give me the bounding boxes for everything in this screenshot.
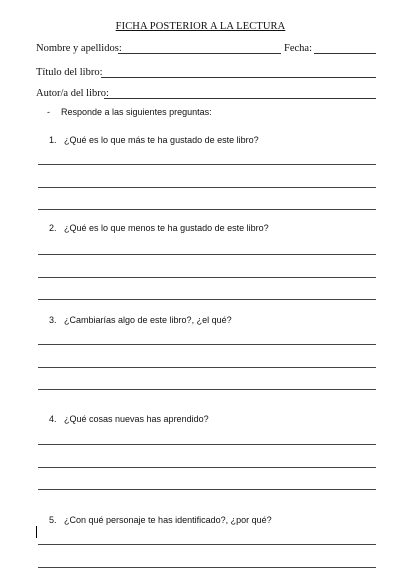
page-title: FICHA POSTERIOR A LA LECTURA bbox=[115, 21, 286, 32]
question-4-number: 4. bbox=[49, 414, 57, 424]
instruction-bullet: - bbox=[47, 107, 50, 117]
question-3-answer-line-2[interactable] bbox=[38, 367, 376, 368]
question-5 bbox=[49, 515, 272, 525]
author-field-row bbox=[36, 88, 109, 99]
name-field-row bbox=[36, 43, 122, 54]
question-1-answer-line-2[interactable] bbox=[38, 187, 376, 188]
question-2 bbox=[49, 223, 269, 233]
instruction bbox=[47, 107, 212, 117]
question-2-number: 2. bbox=[49, 223, 57, 233]
author-label: Autor/a del libro: bbox=[36, 88, 109, 99]
question-5-answer-line-1[interactable] bbox=[38, 544, 376, 545]
question-5-text: ¿Con qué personaje te has identificado?, ¿por qué? bbox=[64, 515, 272, 525]
question-1 bbox=[49, 135, 259, 145]
question-2-answer-line-3[interactable] bbox=[38, 299, 376, 300]
instruction-text: Responde a las siguientes preguntas: bbox=[61, 107, 212, 117]
question-5-number: 5. bbox=[49, 515, 57, 525]
question-3-number: 3. bbox=[49, 315, 57, 325]
question-1-number: 1. bbox=[49, 135, 57, 145]
question-2-answer-line-2[interactable] bbox=[38, 277, 376, 278]
question-4-answer-line-3[interactable] bbox=[38, 489, 376, 490]
question-3 bbox=[49, 315, 232, 325]
book-title-label: Título del libro: bbox=[36, 67, 103, 78]
question-5-answer-line-2[interactable] bbox=[38, 567, 376, 568]
name-answer-line[interactable] bbox=[118, 53, 281, 54]
date-label: Fecha: bbox=[284, 43, 312, 54]
book-title-field-row bbox=[36, 67, 103, 78]
text-cursor bbox=[36, 526, 37, 538]
book-title-answer-line[interactable] bbox=[101, 77, 376, 78]
question-4-answer-line-2[interactable] bbox=[38, 467, 376, 468]
question-2-answer-line-1[interactable] bbox=[38, 254, 376, 255]
date-answer-line[interactable] bbox=[314, 53, 376, 54]
question-1-answer-line-3[interactable] bbox=[38, 209, 376, 210]
date-field-row bbox=[284, 43, 312, 54]
question-3-text: ¿Cambiarías algo de este libro?, ¿el qué? bbox=[64, 315, 232, 325]
question-4-answer-line-1[interactable] bbox=[38, 444, 376, 445]
author-answer-line[interactable] bbox=[104, 98, 376, 99]
question-1-answer-line-1[interactable] bbox=[38, 164, 376, 165]
question-4 bbox=[49, 414, 209, 424]
question-2-text: ¿Qué es lo que menos te ha gustado de este libro? bbox=[64, 223, 269, 233]
name-label: Nombre y apellidos: bbox=[36, 43, 122, 54]
question-3-answer-line-3[interactable] bbox=[38, 389, 376, 390]
question-4-text: ¿Qué cosas nuevas has aprendido? bbox=[64, 414, 209, 424]
question-3-answer-line-1[interactable] bbox=[38, 344, 376, 345]
question-1-text: ¿Qué es lo que más te ha gustado de este libro? bbox=[64, 135, 259, 145]
